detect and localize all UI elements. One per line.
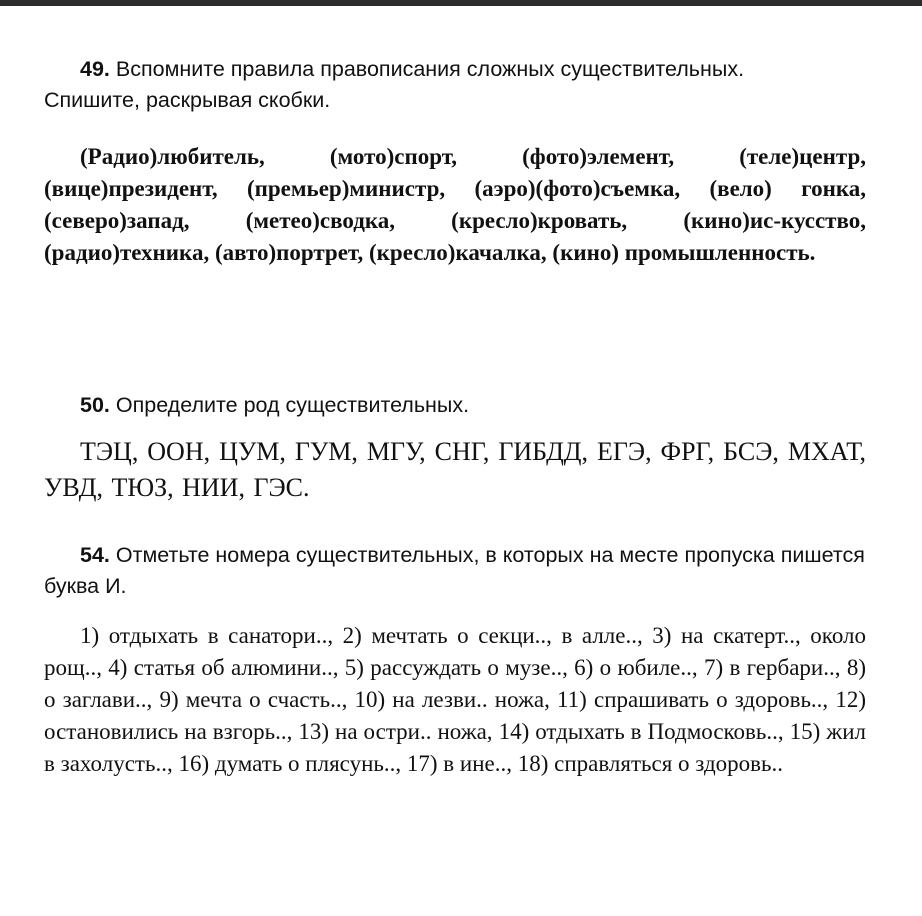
task-54-heading: [44, 540, 866, 602]
task-50-abbreviation-list: ТЭЦ, ООН, ЦУМ, ГУМ, МГУ, СНГ, ГИБДД, ЕГЭ, ФРГ, БСЭ, МХАТ, УВД, ТЮЗ, НИИ, ГЭС.: [44, 437, 866, 502]
task-54-number: 54.: [80, 543, 110, 567]
task-50-heading: [80, 390, 900, 421]
task-54-exercise-list: 1) отдыхать в санатори.., 2) мечтать о секци.., в алле.., 3) на скатерт.., около рощ.., 4) статья об алюмини.., 5) рассуждать о музе.., 6) о юбиле.., 7) в гербари.., 8) о заглави.., 9) мечта о счасть.., 10) на лезви.. ножа, 11) спрашивать о здоровь.., 12) остановились на взгорь.., 13) на остри.. ножа, 14) отдыхать в Подмосковь.., 15) жил в захолусть.., 16) думать о плясунь.., 17) в ине.., 18) справляться о здоровь..: [44, 623, 866, 776]
task-54-heading-text: Отметьте номера существительных, в которых на месте пропуска пишется буква И.: [44, 543, 865, 598]
task-49-heading-line1: Вспомните правила правописания сложных существительных.: [115, 57, 745, 81]
task-49-heading: [44, 54, 900, 116]
task-49-number: 49.: [80, 57, 110, 81]
task-50-number: 50.: [80, 393, 110, 417]
top-edge-bar: [0, 0, 922, 6]
task-49-heading-line2: Спишите, раскрывая скобки.: [44, 88, 331, 112]
task-50-heading-text: Определите род существительных.: [115, 393, 470, 417]
task-49-word-list: (Радио)любитель, (мото)спорт, (фото)элемент, (теле)центр, (вице)президент, (премьер)министр, (аэро)(фото)съемка, (вело) гонка, (северо)запад, (метео)сводка, (кресло)кровать, (кино)ис-кусство, (радио)техника, (авто)портрет, (кресло)качалка, (кино) промышленность.: [44, 144, 866, 265]
